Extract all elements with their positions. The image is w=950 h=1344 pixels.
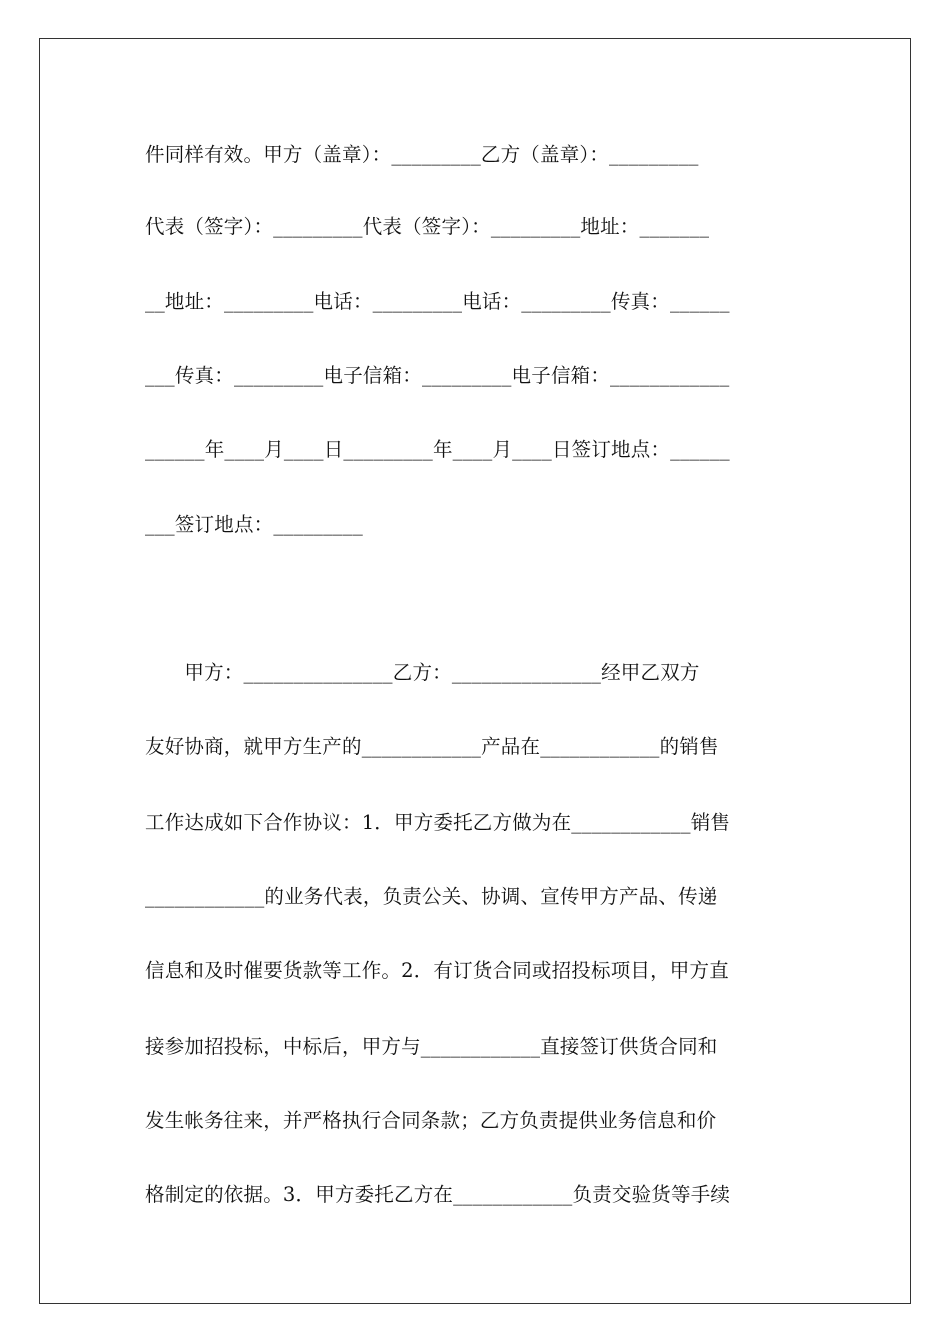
text-line: 友好协商，就甲方生产的____________产品在____________的销售 <box>145 735 719 758</box>
text-line: 代表（签字）：_________代表（签字）：_________地址：_______ <box>145 215 710 238</box>
text-line: ____________的业务代表，负责公关、协调、宣传甲方产品、传递 <box>145 885 718 908</box>
text-line: 信息和及时催要货款等工作。2．有订货合同或招投标项目，甲方直 <box>145 959 729 982</box>
text-line: 发生帐务往来，并严格执行合同条款；乙方负责提供业务信息和价 <box>145 1109 717 1132</box>
text-line: ___传真：_________电子信箱：_________电子信箱：____________ <box>145 364 730 387</box>
text-line: 格制定的依据。3．甲方委托乙方在____________负责交验货等手续 <box>145 1183 731 1206</box>
text-line: ___签订地点：_________ <box>145 513 363 536</box>
text-line: 件同样有效。甲方（盖章）：_________乙方（盖章）：_________ <box>145 143 699 166</box>
text-line: 接参加招投标，中标后，甲方与____________直接签订供货合同和 <box>145 1035 718 1058</box>
text-line: __地址：_________电话：_________电话：_________传真：______ <box>145 290 730 313</box>
text-line: ______年____月____日_________年____月____日签订地点：______ <box>145 438 730 461</box>
text-line: 工作达成如下合作协议：1．甲方委托乙方做为在____________销售 <box>145 811 731 834</box>
text-line: 甲方：_______________乙方：_______________经甲乙双方 <box>145 661 700 684</box>
